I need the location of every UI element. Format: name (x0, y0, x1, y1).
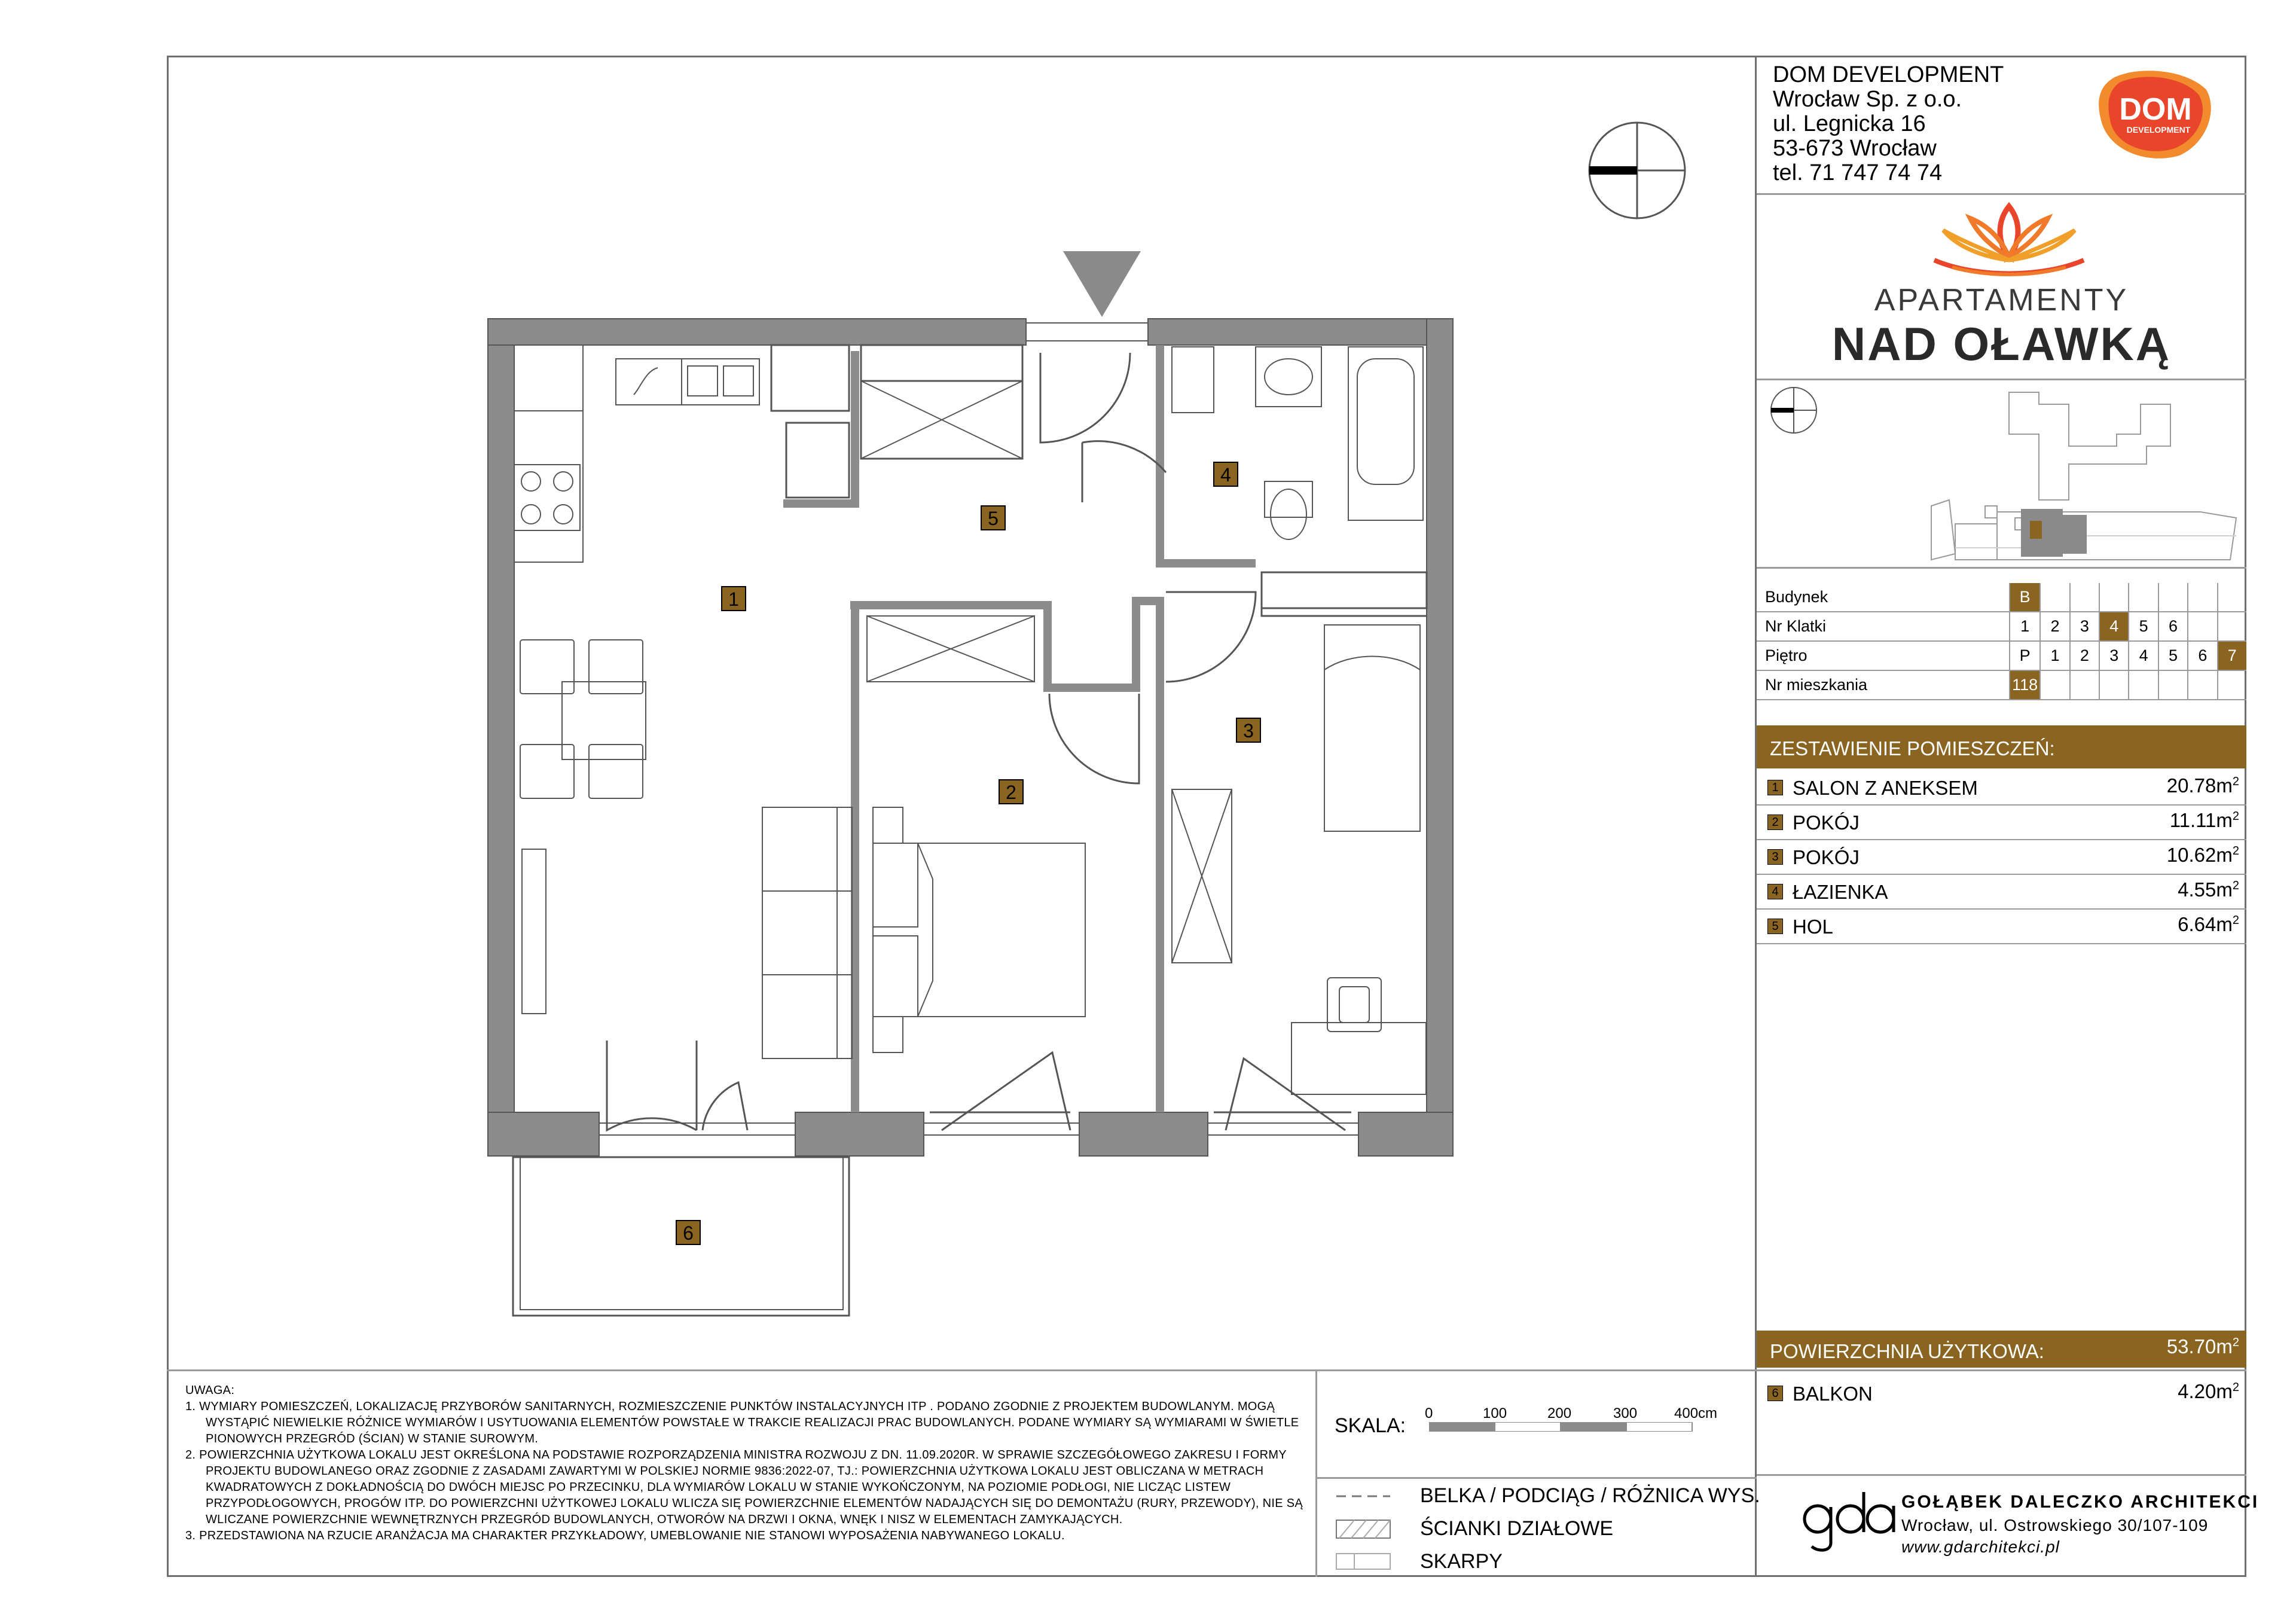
developer-street: ul. Legnicka 16 (1773, 111, 1926, 136)
logo-text-development: DEVELOPMENT (2126, 125, 2191, 135)
building-label: Budynek (1757, 583, 2010, 612)
stair-cell: 6 (2158, 612, 2188, 641)
room-tag-4: 4 (1213, 462, 1238, 487)
legend-partition: ŚCIANKI DZIAŁOWE (1420, 1517, 1614, 1540)
balcony-number: 6 (1767, 1386, 1783, 1401)
apartment-value: 118 (2010, 670, 2040, 700)
balcony-area: $4.20m^2$ (2178, 1380, 2239, 1402)
project-line1: APARTAMENTY (1874, 283, 2129, 318)
room-area: $10.62m^2$ (2166, 844, 2239, 866)
note-1b: WYSTĄPIĆ NIEWIELKIE RÓŻNICE WYMIARÓW I USYTUOWANIA ELEMENTÓW POWSTAŁE W TRAKCIE REALIZACJI PRAC BUDOWLANYCH. PODANE WYMIARY SĄ WYMIARAMI W ŚWIETLE (206, 1416, 1299, 1429)
stair-label: Nr Klatki (1757, 612, 2010, 641)
note-2c: KWADRATOWYCH Z DOKŁADNOŚCIĄ DO DWÓCH MIEJSC PO PRZECINKU, DLA WYMIARÓW LOKALU W STANIE WYKOŃCZONYM, NA POZIOMIE PODŁOGI, NIE LICZĄC LISTEW (206, 1481, 1231, 1494)
logo-text-dom: DOM (2119, 92, 2192, 127)
floor-cell: 5 (2158, 641, 2188, 670)
note-2: 2. POWIERZCHNIA UŻYTKOWA LOKALU JEST OKREŚLONA NA PODSTAWIE ROZPORZĄDZENIA MINISTRA ROZWOJU Z DN. 11.09.2020R. W SPRAWIE SZCZEGÓŁOWEGO ZAKRESU I FORMY (185, 1448, 1287, 1462)
apartment-label: Nr mieszkania (1757, 670, 2010, 700)
developer-phone: tel. 71 747 74 74 (1773, 160, 1943, 185)
developer-name: DOM DEVELOPMENT (1773, 62, 2004, 87)
room-name: POKÓJ (1793, 812, 1860, 834)
scale-bar (1429, 1422, 1704, 1432)
entrance-marker-icon (1063, 251, 1141, 317)
room-tag-2: 2 (999, 779, 1024, 804)
room-area: $20.78m^2$ (2166, 774, 2239, 797)
scale-tick: 0 (1425, 1405, 1433, 1421)
floor-label: Piętro (1757, 641, 2010, 670)
floor-cell: 1 (2040, 641, 2069, 670)
floor-cell: 2 (2070, 641, 2099, 670)
note-1: 1. WYMIARY POMIESZCZEŃ, LOKALIZACJĘ PRZYBORÓW SANITARNYCH, ROZMIESZCZENIE PUNKTÓW INSTALACYJNYCH ITP . PODANO ZGODNIE Z PROJEKTEM BUDOWLANYM. MOGĄ (185, 1400, 1275, 1413)
developer-city: 53-673 Wrocław (1773, 136, 1937, 161)
north-arrow-icon (1589, 123, 1685, 218)
project-line2: NAD OŁAWKĄ (1831, 318, 2172, 370)
room-name: HOL (1793, 916, 1833, 938)
room-number: 5 (1767, 919, 1783, 934)
floor-cell: 6 (2188, 641, 2217, 670)
scale-label: SKALA: (1335, 1414, 1406, 1437)
room-tag-5: 5 (981, 505, 1006, 530)
room-tag-6: 6 (676, 1220, 701, 1245)
balcony-name: BALKON (1793, 1383, 1873, 1405)
room-tag-1: 1 (721, 586, 746, 611)
rooms-title: ZESTAWIENIE POMIESZCZEŃ: (1770, 737, 2055, 759)
room-name: ŁAZIENKA (1793, 881, 1888, 903)
architect-name: GOŁĄBEK DALECZKO ARCHITEKCI (1901, 1492, 2260, 1512)
room-area: $6.64m^2$ (2178, 913, 2239, 935)
stair-cell: 5 (2129, 612, 2158, 641)
stair-cell: 1 (2010, 612, 2040, 641)
room-number: 1 (1767, 780, 1783, 795)
usable-label: POWIERZCHNIA UŻYTKOWA: (1770, 1340, 2044, 1362)
note-2b: PROJEKTU BUDOWLANEGO ORAZ ZGODNIE Z ZASADAMI ZAWARTYMI W POLSKIEJ NORMIE 9836:2022-07, TJ.: POWIERZCHNIA UŻYTKOWA LOKALU JEST OBLICZANA W METRACH (206, 1465, 1264, 1478)
scale-tick: 100 (1483, 1405, 1507, 1421)
scale-tick: 400cm (1674, 1405, 1718, 1421)
room-number: 2 (1767, 814, 1783, 830)
note-2d: PRZYPODŁOGOWYCH, PROGÓW ITP. DO POWIERZCHNI UŻYTKOWEJ LOKALU WLICZA SIĘ POWIERZCHNIE ELEMENTÓW NADAJĄCYCH SIĘ DO DEMONTAŻU (RURY, PRZEWODY), NIE SĄ (206, 1497, 1303, 1510)
developer-company: Wrocław Sp. z o.o. (1773, 87, 1962, 112)
architect-web: www.gdarchitekci.pl (1901, 1537, 2060, 1556)
scale-tick: 200 (1547, 1405, 1572, 1421)
stair-cell: 2 (2040, 612, 2069, 641)
room-name: SALON Z ANEKSEM (1793, 777, 1978, 799)
building-value: B (2010, 583, 2040, 612)
room-tag-3: 3 (1236, 718, 1261, 743)
gda-logo (1800, 1489, 1895, 1555)
usable-area: $53.70m^2$ (2166, 1335, 2239, 1357)
note-3: 3. PRZEDSTAWIONA NA RZUCIE ARANŻACJA MA CHARAKTER PRZYKŁADOWY, UMEBLOWANIE NIE STANOWI WYPOSAŻENIA NABYWANEGO LOKALU. (185, 1529, 1065, 1542)
floor-cell: 3 (2099, 641, 2129, 670)
notes-title: UWAGA: (185, 1384, 235, 1397)
notes-block (185, 1383, 1309, 1544)
room-number: 3 (1767, 849, 1783, 865)
floor-cell: 4 (2129, 641, 2158, 670)
floor-cell: P (2010, 641, 2040, 670)
stair-cell: 3 (2070, 612, 2099, 641)
architect-address: Wrocław, ul. Ostrowskiego 30/107-109 (1901, 1516, 2209, 1534)
room-area: $11.11m^2$ (2169, 809, 2239, 831)
room-area: $4.55m^2$ (2178, 878, 2239, 901)
note-2e: WLICZANE POWIERZCHNIE WEWNĘTRZNYCH PRZEGRÓD BUDOWLANYCH, OTWORÓW NA DRZWI I OKNA, WNĘK I NISZ W ELEMENTACH ZAMYKAJĄCYCH. (206, 1513, 1123, 1526)
room-name: POKÓJ (1793, 846, 1860, 868)
legend-beam: BELKA / PODCIĄG / RÓŻNICA WYS. (1420, 1484, 1760, 1507)
note-1c: PIONOWYCH PRZEGRÓD (ŚCIAN) W STANIE SUROWYM. (206, 1432, 539, 1445)
architect-block (1901, 1492, 2259, 1557)
room-number: 4 (1767, 884, 1783, 899)
legend-reveal: SKARPY (1420, 1550, 1503, 1573)
floor-cell-selected: 7 (2218, 641, 2246, 670)
legend-symbols (1333, 1483, 1399, 1573)
scale-tick: 300 (1613, 1405, 1638, 1421)
stair-cell-selected: 4 (2099, 612, 2129, 641)
